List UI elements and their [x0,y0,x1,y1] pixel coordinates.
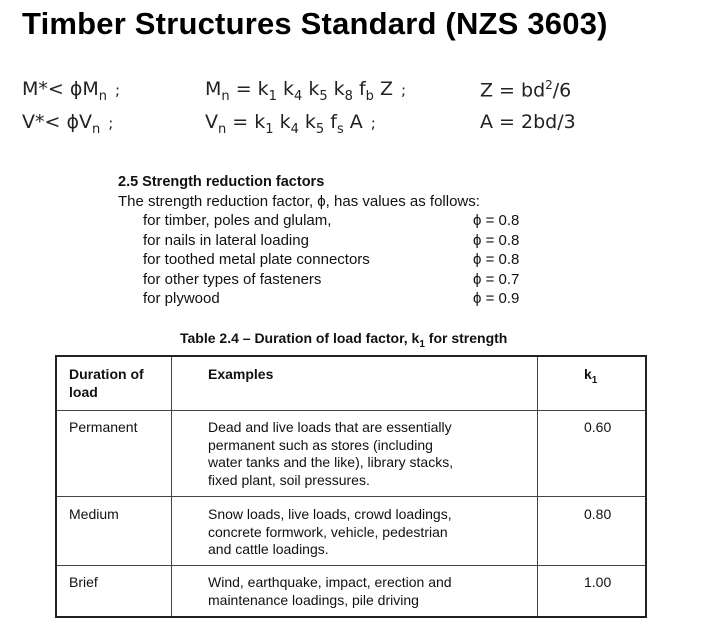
row-duration: Brief [69,574,98,590]
row-divider [57,496,645,497]
column-divider [171,357,172,616]
column-divider [537,357,538,616]
row-k1: 0.80 [584,506,612,522]
load-duration-table [55,355,647,618]
page-title: Timber Structures Standard (NZS 3603) [22,6,608,41]
section-modulus-equation: $Z = bd^2/6$ [480,78,572,102]
row-divider [57,565,645,566]
row-duration: Permanent [69,419,138,435]
header-duration: Duration of load [69,366,144,400]
factor-label: for plywood [143,290,220,307]
factor-row [118,251,558,271]
factor-label: for timber, poles and glulam, [143,212,332,229]
header-examples: Examples [208,366,274,382]
section-heading: 2.5 Strength reduction factors [118,174,325,190]
header-k1: $k_1$ [584,366,598,386]
shear-capacity-equation: $V_n = k_1$ $k_4$ $k_5$ $f_s$ A ; [205,111,376,137]
row-examples: Dead and live loads that are essentially permanent such as stores (including water tanks and the like), library stacks, fixed plant, soil pressures. [208,419,454,488]
factor-row [118,271,558,291]
factor-value: ϕ = 0.8 [473,251,520,268]
factor-value: ϕ = 0.8 [473,231,520,249]
row-examples: Snow loads, live loads, crowd loadings, concrete formwork, vehicle, pedestrian and cattle loadings. [208,506,452,557]
strength-reduction-section [118,174,558,310]
row-divider [57,410,645,411]
row-duration: Medium [69,506,119,522]
factor-row [118,232,558,252]
area-equation: A = 2bd/3 [480,111,576,133]
factor-value: ϕ = 0.8 [473,212,520,229]
factor-value: ϕ = 0.7 [473,270,520,288]
factor-label: for nails in lateral loading [143,231,309,249]
table-caption: Table 2.4 – Duration of load factor, $k_1$ for strength [180,330,508,350]
row-k1: 0.60 [584,419,612,435]
section-intro: The strength reduction factor, ϕ, has values as follows: [118,193,480,210]
factor-row [118,290,558,310]
shear-check-equation: $V*< \phi V_n$ ; [22,111,114,137]
factor-label: for other types of fasteners [143,270,322,288]
factor-row [118,212,558,232]
row-k1: 1.00 [584,574,612,590]
factor-label: for toothed metal plate connectors [143,251,370,268]
moment-capacity-equation: $M_n = k_1$ $k_4$ $k_5$ $k_8$ $f_b$ Z ; [205,78,407,104]
row-examples: Wind, earthquake, impact, erection and maintenance loadings, pile driving [208,574,452,608]
factor-value: ϕ = 0.9 [473,290,520,307]
moment-check-equation: $M*< \phi M_n$ ; [22,78,121,104]
